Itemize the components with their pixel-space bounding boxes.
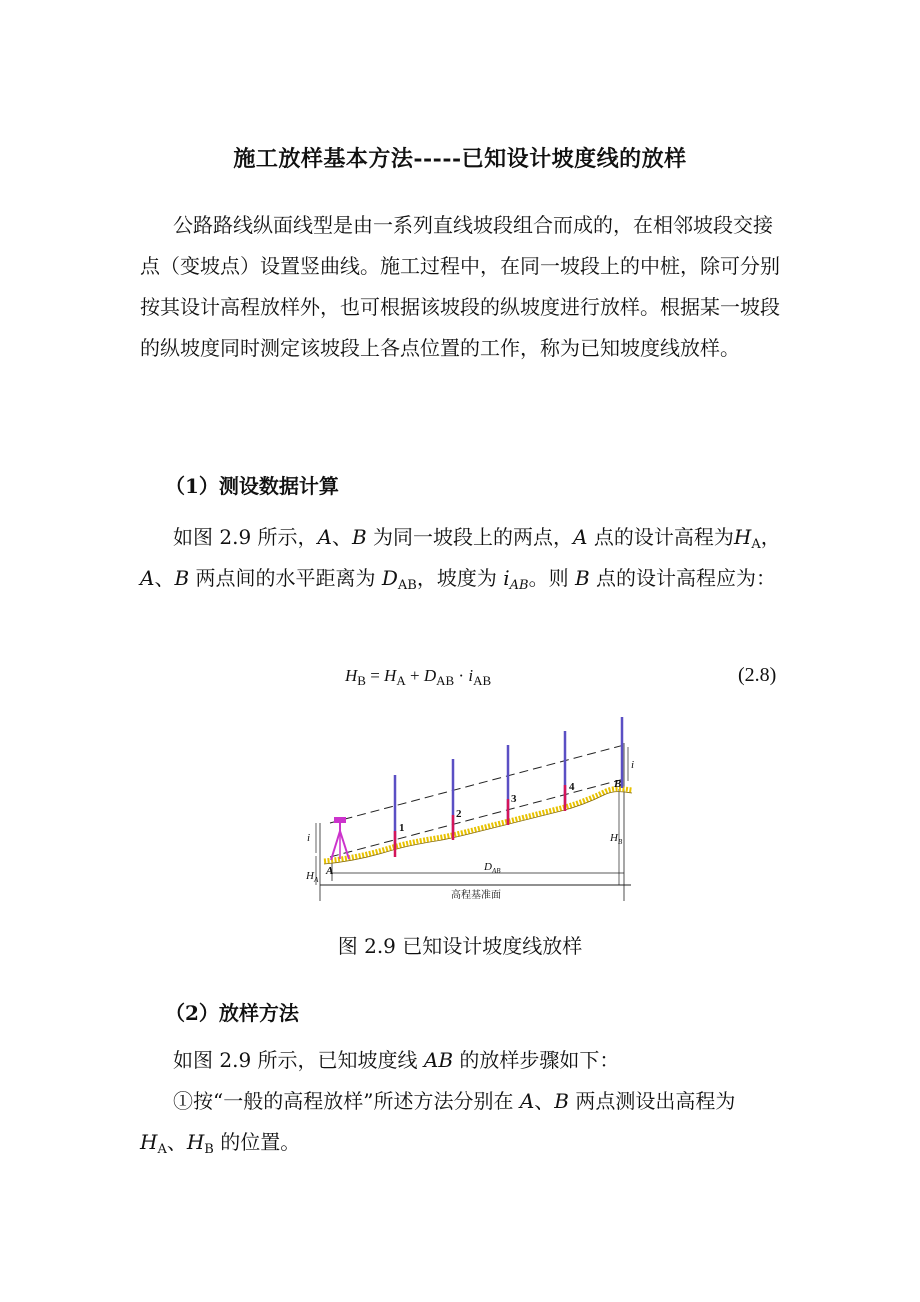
intro-paragraph: 公路路线纵面线型是由一系列直线坡段组合而成的，在相邻坡段交接点（变坡点）设置竖曲线。施工过程中，在同一坡段上的中桩，除可分别按其设计高程放样外，也可根据该坡段的纵坡度进行放样。根据某一坡段的纵坡度同时测定该坡段上各点位置的工作，称为已知坡度线放样。 [140,213,780,360]
section-2-heading: （2）放样方法 [165,1001,299,1025]
stake-label-1: 1 [399,822,405,834]
hb-label: $H_B$ [610,832,623,846]
point-a-label: A [326,865,334,877]
ha-label: $H_A$ [306,870,319,884]
datum-label: 高程基准面 [451,890,501,901]
i-right-label: i [631,759,635,771]
point-b-label: B [614,778,622,790]
section-1-paragraph: 如图 2.9 所示，A、B 为同一坡段上的两点，A 点的设计高程为$H_A$，A、B 两点间的水平距离为 $D_{AB}$，坡度为 $i_{AB}$。则 B 点的设计高程应为： [140,525,781,593]
section-1-heading: （1）测设数据计算 [165,474,339,498]
i-left-label: i [307,832,311,844]
formula-2-8: $H_B = H_A + D_{AB} \cdot i_{AB}$ [345,666,492,688]
stake-label-4: 4 [569,781,575,793]
ground-profile [324,789,632,861]
section-2-paragraph [140,1040,785,1163]
figure-caption: 图 2.9 已知设计坡度线放样 [337,934,583,958]
leveling-rods [395,717,622,857]
stake-label-3: 3 [511,793,517,805]
stake-label-2: 2 [456,808,462,820]
sight-line [330,745,624,823]
level-instrument [331,817,349,860]
slope-staking-figure [306,713,640,907]
step-1: ①按“一般的高程放样”所述方法分别在 A、B 两点测设出高程为 $H_A$、$H_B$ 的位置。 [140,1089,736,1157]
section-2-intro: 如图 2.9 所示，已知坡度线 AB 的放样步骤如下： [173,1048,620,1072]
dab-label: $D_{AB}$ [484,861,501,875]
page-title: 施工放样基本方法-----已知设计坡度线的放样 [233,146,687,172]
design-slope-line [330,779,624,857]
formula-number: (2.8) [738,664,777,686]
